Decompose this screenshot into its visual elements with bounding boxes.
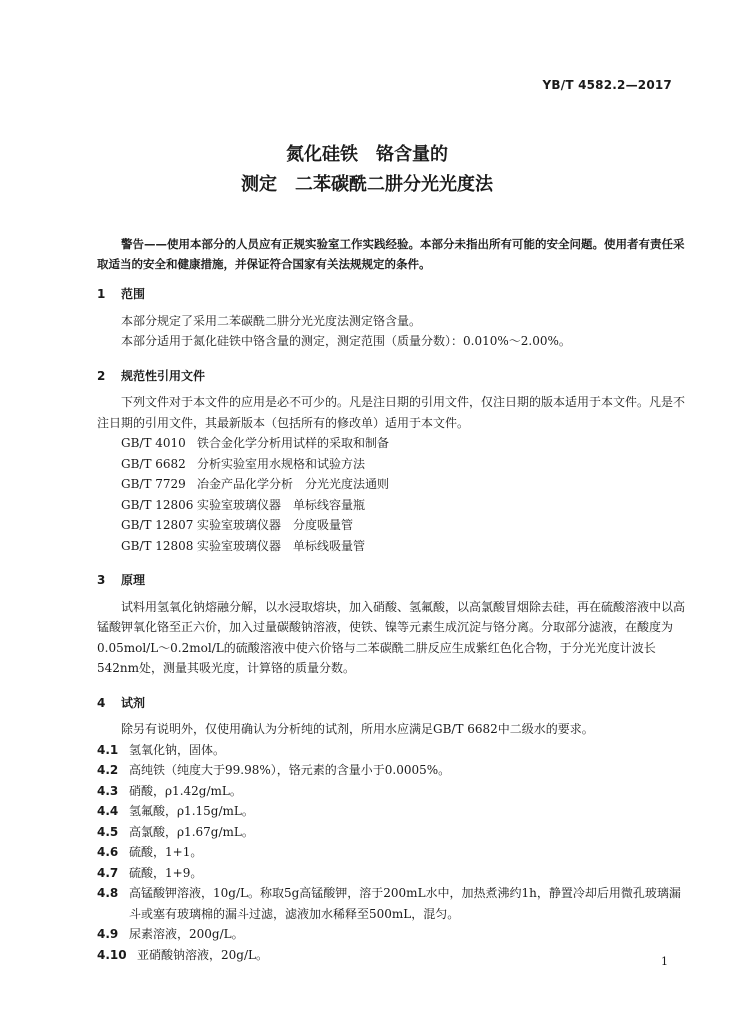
paragraph: 本部分规定了采用二苯碳酰二肼分光光度法测定铬含量。 [121, 313, 422, 328]
item-number: 4.7 [97, 865, 119, 880]
item-text: 亚硝酸钠溶液，20g/L。 [137, 947, 268, 962]
title-line-2: 测定 二苯碳酰二肼分光光度法 [241, 174, 493, 195]
section-heading-principle [97, 570, 687, 591]
page-number: 1 [661, 955, 668, 968]
reference-code: GB/T 6682 [121, 456, 186, 471]
reagent-item [97, 924, 687, 945]
item-number: 4.4 [97, 804, 119, 818]
reference-title: 实验室玻璃仪器 分度吸量管 [197, 518, 354, 532]
reference-item [97, 515, 687, 536]
reference-code: GB/T 4010 [121, 436, 186, 450]
section-title: 范围 [121, 287, 146, 301]
reference-title: 冶金产品化学分析 分光光度法通则 [197, 477, 390, 491]
section-title: 规范性引用文件 [121, 368, 206, 383]
reference-title: 实验室玻璃仪器 单标线吸量管 [197, 538, 366, 553]
reference-item [97, 474, 687, 495]
item-text: 氢氧化钠，固体。 [129, 742, 226, 757]
reagent-item [97, 801, 687, 822]
safety-warning: 警告——使用本部分的人员应有正规实验室工作实践经验。本部分未指出所有可能的安全问题。使用者有责任采取适当的安全和健康措施，并保证符合国家有关法规规定的条件。 [97, 237, 685, 271]
paragraph: 下列文件对于本文件的应用是必不可少的。凡是注日期的引用文件，仅注日期的版本适用于本文件。凡是不注日期的引用文件，其最新版本（包括所有的修改单）适用于本文件。 [97, 395, 686, 430]
title-line-1: 氮化硅铁 铬含量的 [286, 144, 448, 165]
reference-item [97, 495, 687, 516]
document-body [97, 234, 687, 965]
reagent-item [97, 883, 687, 924]
reference-code: GB/T 12808 [121, 538, 194, 553]
reference-item [97, 433, 687, 454]
reference-code: GB/T 12806 [121, 497, 194, 512]
reference-title: 分析实验室用水规格和试验方法 [197, 456, 366, 471]
paragraph: 试料用氢氧化钠熔融分解，以水浸取熔块，加入硝酸、氢氟酸，以高氯酸冒烟除去硅，再在硫酸溶液中以高锰酸钾氧化铬至正六价，加入过量碳酸钠溶液，使铁、镍等元素生成沉淀与铬分离。分取部分滤液，在酸度为0.05mol/L～0.2mol/L的硫酸溶液中使六价铬与二苯碳酰二肼反应生成紫红色化合物，于分光光度计波长542nm处，测量其吸光度，计算铬的质量分数。 [97, 599, 686, 675]
section-title: 试剂 [121, 695, 146, 710]
paragraph: 除另有说明外，仅使用确认为分析纯的试剂，所用水应满足GB/T 6682中二级水的要求。 [121, 722, 594, 736]
reference-title: 铁合金化学分析用试样的采取和制备 [197, 436, 390, 450]
item-text: 硝酸，ρ1.42g/mL。 [129, 783, 242, 798]
section-heading-references [97, 366, 687, 387]
reference-code: GB/T 12807 [121, 518, 194, 532]
section-number: 2 [97, 368, 106, 383]
item-text: 高锰酸钾溶液，10g/L。称取5g高锰酸钾，溶于200mL水中，加热煮沸约1h，静置冷却后用微孔玻璃漏斗或塞有玻璃棉的漏斗过滤，滤液加水稀释至500mL，混匀。 [129, 886, 681, 921]
item-number: 4.8 [97, 886, 119, 900]
item-number: 4.3 [97, 783, 119, 798]
item-text: 硫酸，1+1。 [129, 845, 203, 859]
reference-title: 实验室玻璃仪器 单标线容量瓶 [197, 497, 366, 512]
item-number: 4.1 [97, 742, 119, 757]
reference-item [97, 454, 687, 475]
item-number: 4.2 [97, 763, 119, 777]
reagent-item [97, 822, 687, 843]
reagent-item [97, 760, 687, 781]
item-text: 高纯铁（纯度大于99.98%），铬元素的含量小于0.0005%。 [129, 763, 451, 777]
paragraph: 本部分适用于氮化硅铁中铬含量的测定，测定范围（质量分数）：0.010%～2.00%。 [121, 334, 571, 348]
document-title [0, 140, 734, 200]
item-number: 4.5 [97, 824, 119, 839]
section-heading-reagents [97, 693, 687, 714]
item-text: 硫酸，1+9。 [129, 865, 203, 880]
item-text: 氢氟酸，ρ1.15g/mL。 [129, 804, 254, 818]
item-number: 4.10 [97, 947, 127, 962]
reference-item [97, 536, 687, 557]
standard-code: YB/T 4582.2—2017 [542, 78, 672, 92]
item-number: 4.6 [97, 845, 119, 859]
section-number: 1 [97, 287, 106, 301]
reagent-item [97, 863, 687, 884]
section-title: 原理 [121, 573, 146, 587]
reagent-item [97, 740, 687, 761]
reagent-item [97, 945, 687, 966]
reagent-item [97, 781, 687, 802]
item-number: 4.9 [97, 927, 119, 941]
reference-code: GB/T 7729 [121, 477, 186, 491]
item-text: 尿素溶液，200g/L。 [129, 927, 244, 941]
section-number: 4 [97, 695, 106, 710]
section-heading-scope [97, 284, 687, 305]
section-number: 3 [97, 573, 106, 587]
item-text: 高氯酸，ρ1.67g/mL。 [129, 824, 254, 839]
reagent-item [97, 842, 687, 863]
